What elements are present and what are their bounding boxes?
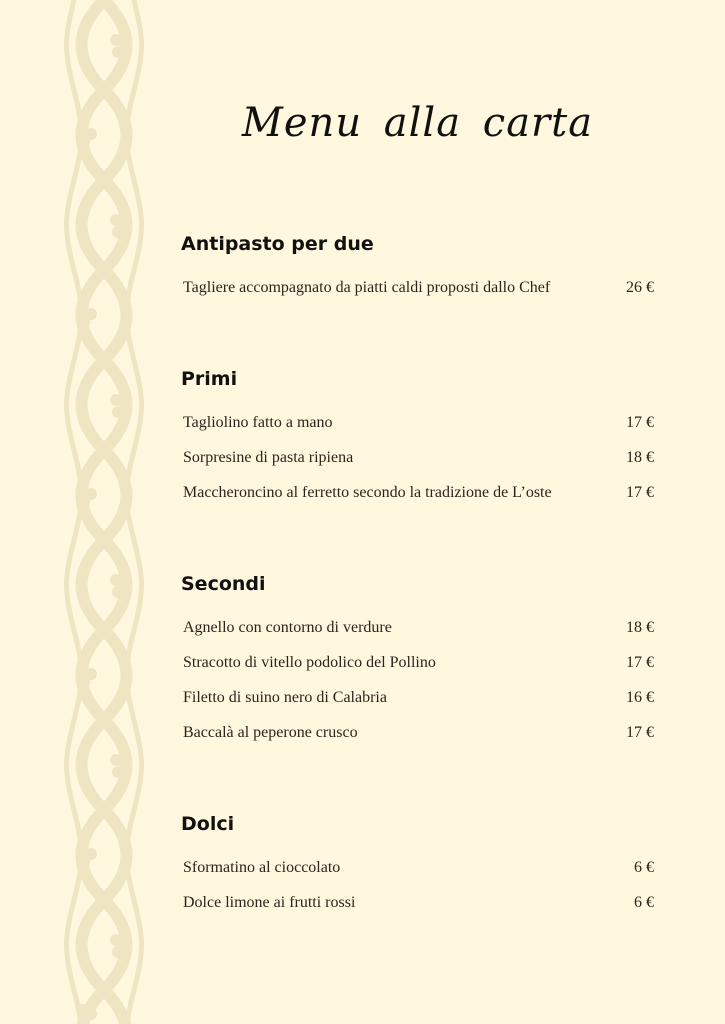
section-dolci [181, 811, 654, 927]
section-primi [181, 366, 654, 517]
item-name: Sorpresine di pasta ripiena [183, 449, 354, 466]
item-price: 17 € [626, 724, 654, 741]
item-name: Filetto di suino nero di Calabria [183, 689, 387, 706]
menu-item [181, 412, 654, 447]
item-price: 6 € [634, 894, 654, 911]
menu-item [181, 652, 654, 687]
menu-item [181, 277, 654, 312]
section-secondi [181, 571, 654, 757]
section-antipasto [181, 231, 654, 312]
item-name: Tagliere accompagnato da piatti caldi proposti dallo Chef [183, 279, 551, 296]
item-price: 26 € [626, 279, 654, 296]
menu-item [181, 892, 654, 927]
item-name: Baccalà al peperone crusco [183, 724, 358, 741]
item-name: Agnello con contorno di verdure [183, 619, 392, 636]
item-price: 17 € [626, 414, 654, 431]
menu-item [181, 447, 654, 482]
item-name: Stracotto di vitello podolico del Pollino [183, 654, 436, 671]
menu-item [181, 617, 654, 652]
item-price: 18 € [626, 619, 654, 636]
menu-item [181, 857, 654, 892]
section-title: Primi [181, 368, 238, 390]
item-name: Dolce limone ai frutti rossi [183, 894, 356, 911]
menu-item [181, 687, 654, 722]
item-price: 16 € [626, 689, 654, 706]
item-name: Sformatino al cioccolato [183, 859, 341, 876]
section-title: Dolci [181, 813, 235, 835]
menu-item [181, 722, 654, 757]
section-title: Secondi [181, 573, 266, 595]
item-price: 18 € [626, 449, 654, 466]
item-price: 6 € [634, 859, 654, 876]
item-price: 17 € [626, 484, 654, 501]
decorative-vine-border [60, 0, 148, 1024]
menu-title: Menu alla carta [241, 100, 594, 146]
item-name: Tagliolino fatto a mano [183, 414, 333, 431]
section-title: Antipasto per due [181, 233, 374, 255]
item-name: Maccheroncino al ferretto secondo la tradizione de L’oste [183, 484, 552, 501]
menu-item [181, 482, 654, 517]
item-price: 17 € [626, 654, 654, 671]
